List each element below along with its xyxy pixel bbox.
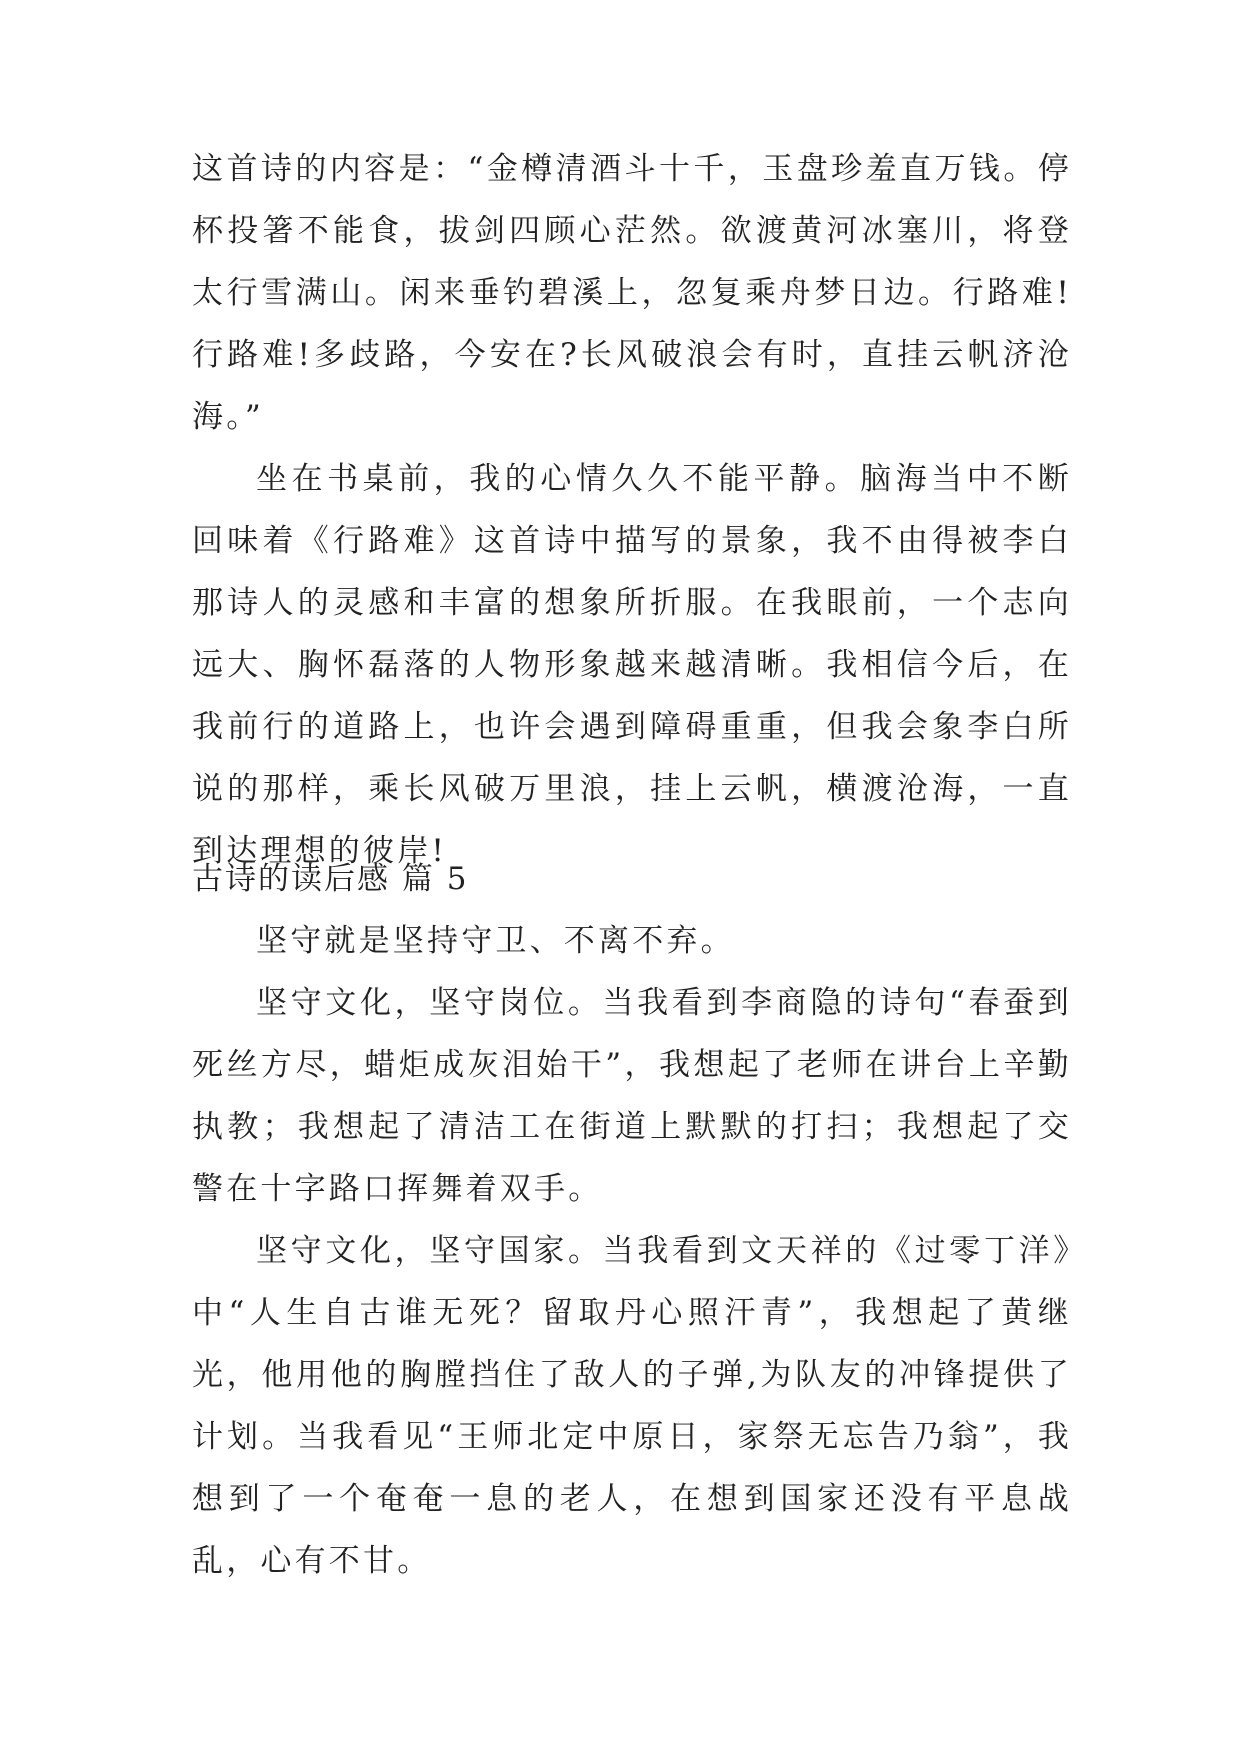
section-heading: 古诗的读后感 篇 5 <box>192 861 469 897</box>
poem-content-paragraph: 这首诗的内容是：“金樽清酒斗十千，玉盘珍羞直万钱。停杯投箸不能食，拔剑四顾心茫然。欲渡黄河冰塞川，将登太行雪满山。闲来垂钓碧溪上，忽复乘舟梦日边。行路难!行路难!多歧路，今安在?长风破浪会有时，直挂云帆济沧海。” <box>192 151 1072 435</box>
country-paragraph: 坚守文化，坚守国家。当我看到文天祥的《过零丁洋》中“人生自古谁无死？留取丹心照汗青”，我想起了黄继光，他用他的胸膛挡住了敌人的子弹,为队友的冲锋提供了计划。当我看见“王师北定中原日，家祭无忘告乃翁”，我想到了一个奄奄一息的老人，在想到国家还没有平息战乱，心有不甘。 <box>192 1233 1072 1579</box>
reflection-paragraph: 坐在书桌前，我的心情久久不能平静。脑海当中不断回味着《行路难》这首诗中描写的景象，我不由得被李白那诗人的灵感和丰富的想象所折服。在我眼前，一个志向远大、胸怀磊落的人物形象越来越清晰。我相信今后，在我前行的道路上，也许会遇到障碍重重，但我会象李白所说的那样，乘长风破万里浪，挂上云帆，横渡沧海，一直到达理想的彼岸! <box>192 461 1072 869</box>
definition-paragraph: 坚守就是坚持守卫、不离不弃。 <box>256 923 735 959</box>
section-continued-essay <box>192 138 1072 882</box>
section-essay-5 <box>192 848 1072 1592</box>
post-paragraph: 坚守文化，坚守岗位。当我看到李商隐的诗句“春蚕到死丝方尽，蜡炬成灰泪始干”，我想起了老师在讲台上辛勤执教；我想起了清洁工在街道上默默的打扫；我想起了交警在十字路口挥舞着双手。 <box>192 985 1072 1207</box>
